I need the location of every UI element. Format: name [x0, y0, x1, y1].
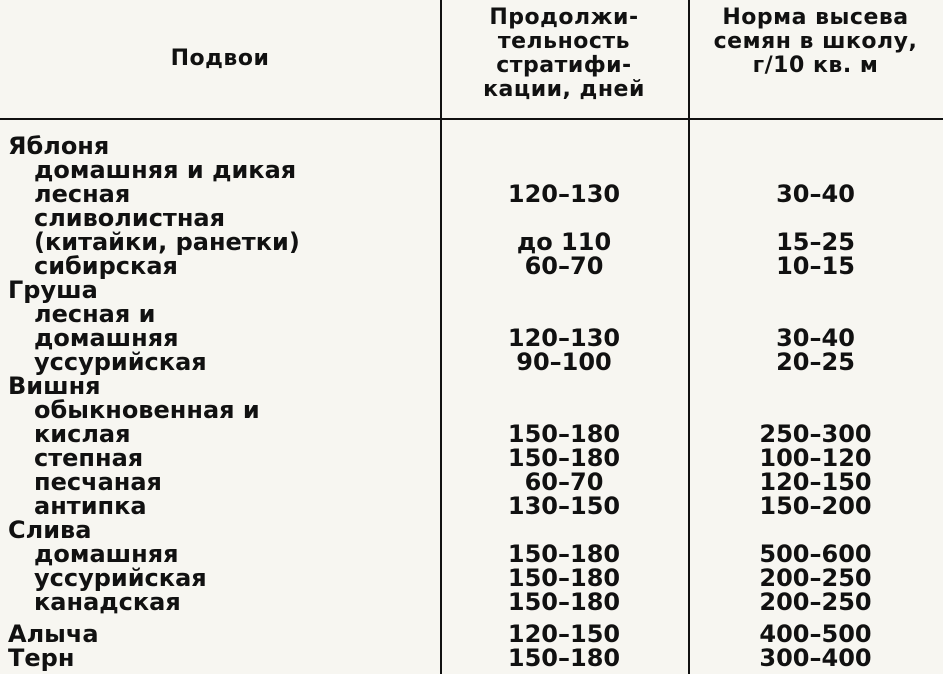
rootstock-name: домашняя и дикая [34, 156, 297, 184]
table-row [0, 566, 943, 590]
seeding-rate: 120–150 [759, 468, 872, 496]
seeding-rate: 500–600 [759, 540, 872, 568]
table-row [0, 206, 943, 230]
header-rate-line: Норма высева [722, 5, 909, 30]
table-row [0, 350, 943, 374]
table-row [0, 158, 943, 182]
stratification-days: 120–150 [507, 620, 621, 648]
header-rootstock [0, 0, 440, 118]
rootstock-name: антипка [34, 492, 147, 520]
table-row [0, 494, 943, 518]
group-name: Терн [8, 644, 75, 672]
header-strat-line: стратифи- [496, 53, 632, 78]
stratification-days: 150–180 [507, 588, 621, 616]
stratification-days: 150–180 [507, 420, 621, 448]
table-row [0, 230, 943, 254]
rootstock-name: сливолистная [34, 204, 226, 232]
stratification-days: 150–180 [507, 444, 621, 472]
header-strat-line: тельность [497, 29, 631, 54]
group-name: Алыча [8, 620, 99, 648]
rootstock-name: песчаная [34, 468, 162, 496]
stratification-days: 150–180 [507, 564, 621, 592]
seeding-rate: 150–200 [759, 492, 872, 520]
header-rootstock-label: Подвои [170, 46, 270, 71]
rootstock-name: лесная [34, 180, 131, 208]
rootstock-name: домашняя [34, 324, 179, 352]
group-name: Вишня [8, 372, 101, 400]
table-row [0, 182, 943, 206]
rootstock-name: кислая [34, 420, 131, 448]
table-header [0, 0, 943, 120]
rootstock-name: домашняя [34, 540, 179, 568]
seeding-rate: 15–25 [776, 228, 855, 256]
stratification-days: 130–150 [507, 492, 621, 520]
seeding-rate: 30–40 [776, 324, 855, 352]
seeding-rate: 250–300 [759, 420, 872, 448]
group-name: Яблоня [8, 132, 110, 160]
seeding-rate: 400–500 [759, 620, 872, 648]
table-row [0, 302, 943, 326]
stratification-days: 150–180 [507, 644, 621, 672]
header-strat-line: кации, дней [483, 77, 645, 102]
table-row [0, 542, 943, 566]
seeding-rate: 100–120 [759, 444, 872, 472]
rootstock-name: обыкновенная и [34, 396, 260, 424]
header-divider [0, 118, 943, 120]
header-strat-line: Продолжи- [489, 5, 639, 30]
table-row [0, 470, 943, 494]
table-row [0, 398, 943, 422]
seeding-rate: 20–25 [776, 348, 855, 376]
stratification-days: 90–100 [516, 348, 612, 376]
rootstock-name: уссурийская [34, 564, 207, 592]
table-row [0, 446, 943, 470]
table-body [0, 134, 943, 674]
stratification-days: 150–180 [507, 540, 621, 568]
table-row [0, 422, 943, 446]
group-name: Слива [8, 516, 92, 544]
group-name: Груша [8, 276, 98, 304]
table-group-row [0, 646, 943, 670]
header-rate-line: г/10 кв. м [752, 53, 879, 78]
stratification-days: 60–70 [524, 252, 604, 280]
stratification-days: 120–130 [507, 324, 621, 352]
rootstock-name: лесная и [34, 300, 156, 328]
table-row [0, 590, 943, 614]
table-row [0, 326, 943, 350]
table-group-row [0, 518, 943, 542]
stratification-days: до 110 [516, 228, 612, 256]
header-stratification-duration [440, 0, 688, 118]
table-group-row [0, 278, 943, 302]
seeding-rate: 30–40 [776, 180, 855, 208]
stratification-days: 60–70 [524, 468, 604, 496]
table-group-row [0, 622, 943, 646]
rootstock-name: степная [34, 444, 144, 472]
stratification-days: 120–130 [507, 180, 621, 208]
rootstock-name: канадская [34, 588, 181, 616]
header-seeding-rate [688, 0, 943, 118]
seeding-rate: 300–400 [759, 644, 872, 672]
rootstock-name: сибирская [34, 252, 178, 280]
table-group-row [0, 134, 943, 158]
seeding-rate: 200–250 [759, 588, 872, 616]
rootstock-name: уссурийская [34, 348, 207, 376]
seeding-rate: 10–15 [776, 252, 855, 280]
table-group-row [0, 374, 943, 398]
table-row [0, 254, 943, 278]
rootstock-name: (китайки, ранетки) [34, 228, 300, 256]
header-rate-line: семян в школу, [713, 29, 918, 54]
seeding-rate: 200–250 [759, 564, 872, 592]
